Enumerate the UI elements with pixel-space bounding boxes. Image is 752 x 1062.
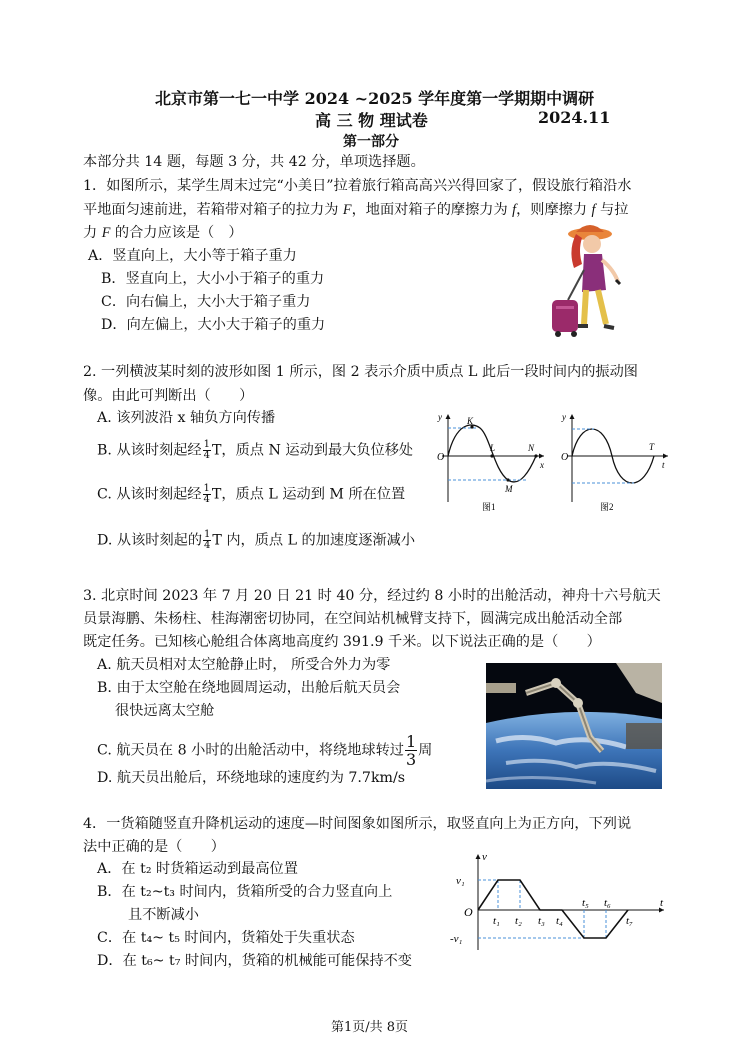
q1-stem-line2: 平地面匀速前进，若箱带对箱子的拉力为 F，地面对箱子的摩擦力为 f，则摩擦力 f 与拉 xyxy=(83,202,629,218)
fig2-axis-t-label: t xyxy=(662,460,665,470)
q3-stem-line1: 3. 北京时间 2023 年 7 月 20 日 21 时 40 分，经过约 8 小时的出舱活动，神舟十六号航天 xyxy=(83,588,661,604)
q3-option-b-line2: 很快远离太空舱 xyxy=(115,703,215,719)
graph-tick-t7: t₇ xyxy=(626,915,633,927)
fig2-origin-label: O xyxy=(561,452,569,463)
instructions: 本部分共 14 题，每题 3 分，共 42 分，单项选择题。 xyxy=(83,154,425,170)
q3-stem-line2: 员景海鹏、朱杨柱、桂海潮密切协同，在空间站机械臂支持下，圆满完成出舱活动全部 xyxy=(83,611,623,627)
exam-title: 北京市第一七一中学 2024 ~2025 学年度第一学期期中调研 xyxy=(155,89,595,108)
q2-stem-line2: 像。由此可判断出（ ） xyxy=(83,388,254,404)
fig1-origin-label: O xyxy=(437,452,445,463)
fig1-point-k: K xyxy=(467,416,474,426)
q4-stem-line1: 4．一货箱随竖直升降机运动的速度—时间图象如图所示，取竖直向上为正方向，下列说 xyxy=(83,816,632,832)
q2-option-c: C. 从该时刻起经 $\frac{1}{4}$ T，质点 L 运动到 M 所在位置 xyxy=(97,483,406,505)
exam-subtitle: 高 三 物 理试卷 xyxy=(315,111,428,130)
q1-option-c: C．向右偏上，大小大于箱子重力 xyxy=(101,294,311,310)
girl-suitcase-illustration xyxy=(548,220,648,342)
graph-axis-t-label: t xyxy=(660,897,664,909)
fig1-point-m: M xyxy=(505,484,513,494)
velocity-time-graph xyxy=(448,850,670,954)
wave-figure-1 xyxy=(432,410,550,512)
graph-axis-v-label: v xyxy=(482,851,487,863)
q4-option-b-line2: 且不断减小 xyxy=(128,907,199,923)
q1-option-a: A．竖直向上，大小等于箱子重力 xyxy=(88,248,297,264)
page-footer: 第1页/共 8页 xyxy=(331,1020,409,1035)
fig1-axis-y-label: y xyxy=(438,412,442,422)
q4-option-c: C．在 t₄~ t₅ 时间内，货箱处于失重状态 xyxy=(97,930,355,946)
exam-date: 2024.11 xyxy=(538,108,611,127)
q3-option-d: D. 航天员出舱后，环绕地球的速度约为 7.7km/s xyxy=(97,770,406,786)
section-heading: 第一部分 xyxy=(343,134,399,150)
q3-stem-line3: 既定任务。已知核心舱组合体离地高度约 391.9 千米。以下说法正确的是（ ） xyxy=(83,634,601,650)
graph-origin-label: O xyxy=(464,905,473,919)
vibration-figure-2 xyxy=(560,410,672,512)
fig2-axis-y-label: y xyxy=(562,412,566,422)
q4-stem-line2: 法中正确的是（ ） xyxy=(83,839,225,855)
q1-option-d: D．向左偏上，大小大于箱子的重力 xyxy=(101,317,326,333)
graph-tick-t5: t₅ xyxy=(582,897,589,909)
q2-option-d: D. 从该时刻起的 $\frac{1}{4}$ T 内，质点 L 的加速度逐渐减小 xyxy=(97,529,416,551)
q2-option-b: B. 从该时刻起经 $\frac{1}{4}$ T，质点 N 运动到最大负位移处 xyxy=(97,439,414,461)
q1-stem-line1: 1．如图所示，某学生周末过完“小美日”拉着旅行箱高高兴兴得回家了，假设旅行箱沿水 xyxy=(83,178,632,194)
graph-tick-t2: t₂ xyxy=(515,915,522,927)
fig1-caption: 图1 xyxy=(482,502,496,512)
fig2-period-label: T xyxy=(649,442,655,452)
graph-neg-v1-label: -v₁ xyxy=(450,933,463,945)
q3-option-c: C. 航天员在 8 小时的出舱活动中，将绕地球转过 $\frac{1}{3}$ 周 xyxy=(97,732,433,769)
graph-tick-t1: t₁ xyxy=(493,915,500,927)
q4-option-d: D．在 t₆~ t₇ 时间内，货箱的机械能可能保持不变 xyxy=(97,953,412,969)
graph-tick-t4: t₄ xyxy=(556,915,563,927)
q2-option-a: A. 该列波沿 x 轴负方向传播 xyxy=(97,410,276,426)
graph-tick-t3: t₃ xyxy=(538,915,545,927)
fig1-axis-x-label: x xyxy=(540,460,544,470)
fig1-point-l: L xyxy=(490,443,496,453)
fig2-caption: 图2 xyxy=(600,502,614,512)
q1-stem-line3: 力 F 的合力应该是（ ） xyxy=(83,225,243,241)
graph-tick-t6: t₆ xyxy=(604,897,611,909)
q2-stem-line1: 2. 一列横波某时刻的波形如图 1 所示，图 2 表示介质中质点 L 此后一段时间内的振动图 xyxy=(83,364,638,380)
q3-option-b-line1: B. 由于太空舱在绕地圆周运动，出舱后航天员会 xyxy=(97,680,401,696)
fig1-point-n: N xyxy=(528,443,535,453)
q3-option-a: A. 航天员相对太空舱静止时， 所受合外力为零 xyxy=(97,657,391,673)
space-station-photo xyxy=(486,663,662,789)
q4-option-b-line1: B．在 t₂~t₃ 时间内，货箱所受的合力竖直向上 xyxy=(97,884,393,900)
q1-option-b: B．竖直向上，大小小于箱子的重力 xyxy=(101,271,325,287)
graph-v1-label: v₁ xyxy=(456,875,465,887)
q4-option-a: A．在 t₂ 时货箱运动到最高位置 xyxy=(97,861,298,877)
